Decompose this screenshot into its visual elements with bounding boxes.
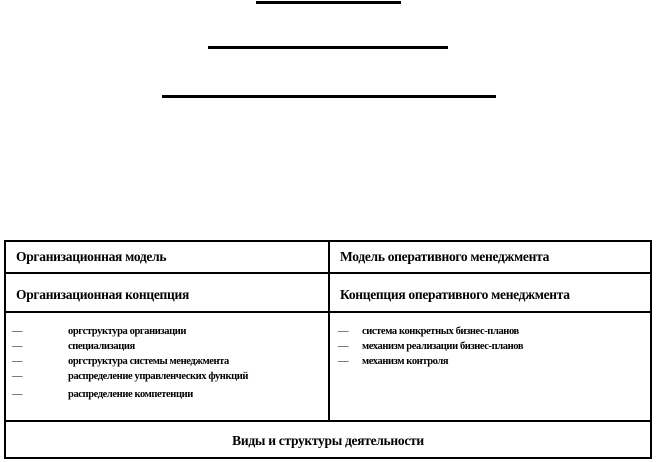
structure-table [4, 240, 652, 459]
list-item: — механизм контроля [338, 356, 449, 367]
list-item: — оргструктура организации [12, 326, 187, 337]
column-divider [328, 242, 330, 420]
list-item: — распределение управленческих функций [12, 371, 249, 382]
activity-types-footer: Виды и структуры деятельности [232, 433, 424, 448]
list-item: — механизм реализации бизнес-планов [338, 341, 524, 352]
list-item: — специализация [12, 341, 135, 352]
row-divider-3 [6, 420, 650, 422]
list-item: — система конкретных бизнес-планов [338, 326, 519, 337]
row-divider-2 [6, 311, 650, 313]
list-item: — оргструктура системы менеджмента [12, 356, 229, 367]
organizational-model-header: Организационная модель [16, 249, 167, 264]
organizational-concept-header: Организационная концепция [16, 287, 189, 302]
row-divider-1 [6, 272, 650, 274]
operational-management-concept-header: Концепция оперативного менеджмента [340, 287, 570, 302]
top-rule-3 [162, 95, 496, 98]
operational-concept-list [338, 324, 648, 369]
list-item: — распределение компетенции [12, 389, 193, 400]
top-rule-2 [208, 46, 448, 49]
organizational-concept-list [12, 324, 322, 402]
operational-management-model-header: Модель оперативного менеджмента [340, 249, 550, 264]
top-rule-1 [256, 1, 401, 4]
